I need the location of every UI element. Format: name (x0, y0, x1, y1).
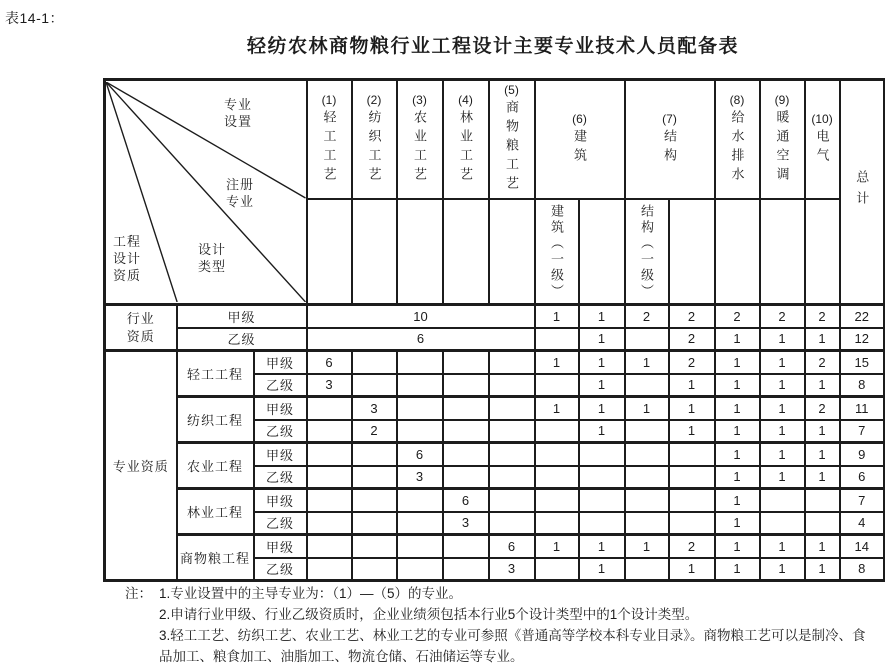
value-cell: 1 (760, 443, 805, 466)
level-cell: 乙级 (254, 558, 307, 581)
column-number: (8) (729, 92, 745, 107)
total-count-cell: 7 (840, 489, 885, 512)
empty-header-cell (397, 199, 443, 305)
value-cell: 1 (579, 397, 625, 420)
value-cell: 2 (669, 351, 715, 374)
specialty-count-cell (443, 558, 489, 581)
value-cell (579, 512, 625, 535)
value-cell (625, 420, 669, 443)
subcolumn-header-structure: 结构（一级） (625, 199, 669, 305)
value-cell (535, 374, 579, 397)
empty-header-cell (443, 199, 489, 305)
value-cell: 1 (760, 466, 805, 489)
column-name: 商物粮工艺 (504, 100, 520, 195)
specialty-count-cell (489, 512, 535, 535)
level-cell: 乙级 (254, 466, 307, 489)
specialty-count-cell (397, 558, 443, 581)
value-cell (625, 466, 669, 489)
specialty-count-cell (307, 466, 352, 489)
table-row (105, 305, 885, 328)
specialty-count-cell (307, 489, 352, 512)
value-cell: 1 (760, 420, 805, 443)
doc-label: 表14-1： (5, 10, 65, 26)
table-row (105, 489, 885, 512)
column-name: 纺织工艺 (366, 109, 382, 186)
value-cell: 1 (669, 374, 715, 397)
specialty-count-cell: 6 (397, 443, 443, 466)
value-cell (625, 489, 669, 512)
specialty-count-cell (397, 374, 443, 397)
specialty-count-cell (443, 443, 489, 466)
value-cell: 1 (715, 512, 760, 535)
total-count-cell: 12 (840, 328, 885, 351)
value-cell: 2 (669, 328, 715, 351)
notes-label: 注： (125, 586, 152, 601)
value-cell: 1 (805, 374, 840, 397)
total-count-cell: 14 (840, 535, 885, 558)
empty-header-cell (307, 199, 352, 305)
page-title: 轻纺农林商物粮行业工程设计主要专业技术人员配备表 (246, 36, 739, 57)
total-count-cell: 15 (840, 351, 885, 374)
empty-header-cell (579, 199, 625, 305)
level-cell: 甲级 (254, 443, 307, 466)
subcolumn-header-architecture: 建筑（一级） (535, 199, 579, 305)
value-cell: 1 (625, 535, 669, 558)
column-header-8 (715, 80, 760, 200)
column-header-7 (625, 80, 715, 200)
specialty-count-cell (352, 466, 397, 489)
level-cell: 乙级 (177, 328, 307, 351)
column-name: 结构 (662, 128, 678, 167)
specialty-count-cell: 2 (352, 420, 397, 443)
specialty-count-cell (397, 489, 443, 512)
specialty-count-cell (307, 535, 352, 558)
value-cell (805, 512, 840, 535)
specialty-count-cell (307, 558, 352, 581)
specialty-count-cell (397, 397, 443, 420)
column-header-3 (397, 80, 443, 200)
level-cell: 甲级 (254, 351, 307, 374)
specialty-count-cell (489, 466, 535, 489)
value-cell: 1 (715, 397, 760, 420)
column-header-9 (760, 80, 805, 200)
specialty-count-cell (443, 466, 489, 489)
value-cell: 2 (715, 305, 760, 328)
value-cell: 1 (535, 305, 579, 328)
value-cell (579, 443, 625, 466)
value-cell: 1 (760, 558, 805, 581)
value-cell (535, 420, 579, 443)
specialty-count-cell (307, 420, 352, 443)
value-cell: 1 (760, 374, 805, 397)
level-cell: 乙级 (254, 512, 307, 535)
value-cell: 1 (579, 328, 625, 351)
specialty-count-cell (397, 351, 443, 374)
column-number: (10) (811, 111, 833, 126)
total-count-cell: 7 (840, 420, 885, 443)
specialty-count-cell (307, 443, 352, 466)
specialty-count-cell (352, 535, 397, 558)
value-cell (760, 512, 805, 535)
column-header-2 (352, 80, 397, 200)
value-cell: 1 (760, 328, 805, 351)
column-header-4 (443, 80, 489, 200)
specialty-count-cell (443, 535, 489, 558)
level-cell: 甲级 (254, 489, 307, 512)
specialty-count-cell: 3 (397, 466, 443, 489)
value-cell: 2 (805, 397, 840, 420)
value-cell: 1 (579, 374, 625, 397)
total-count-cell: 9 (840, 443, 885, 466)
specialty-count-cell (352, 558, 397, 581)
table-row (105, 443, 885, 466)
engineering-type-cell: 商物粮工程 (177, 535, 254, 581)
specialty-count-cell (397, 420, 443, 443)
specialty-count-cell (307, 512, 352, 535)
value-cell: 1 (535, 397, 579, 420)
value-cell: 1 (579, 420, 625, 443)
value-cell: 1 (579, 535, 625, 558)
notes (125, 583, 873, 667)
value-cell: 1 (760, 397, 805, 420)
specialty-count-cell (443, 397, 489, 420)
empty-header-cell (669, 199, 715, 305)
value-cell (535, 489, 579, 512)
specialty-count-cell: 6 (443, 489, 489, 512)
specialty-count-cell (352, 489, 397, 512)
value-cell (625, 443, 669, 466)
column-number: (5) (504, 83, 519, 97)
specialty-count-cell (443, 420, 489, 443)
value-cell: 1 (715, 466, 760, 489)
value-cell: 2 (669, 305, 715, 328)
specialty-count-cell: 3 (489, 558, 535, 581)
corner-cell (105, 80, 307, 305)
specialty-count-cell: 6 (307, 351, 352, 374)
corner-label-design-type: 设计类型 (198, 242, 227, 274)
value-cell: 1 (535, 535, 579, 558)
level-cell: 甲级 (254, 397, 307, 420)
column-name: 给水排水 (729, 109, 745, 186)
value-cell: 1 (715, 328, 760, 351)
specialty-count-cell (489, 374, 535, 397)
specialty-count-cell (489, 351, 535, 374)
value-cell (535, 466, 579, 489)
column-name: 电气 (814, 128, 830, 167)
column-number: (2) (366, 92, 382, 107)
table-row (105, 351, 885, 374)
value-cell: 1 (669, 397, 715, 420)
level-cell: 乙级 (254, 420, 307, 443)
specialty-count-cell (489, 489, 535, 512)
corner-label-qualification: 工程设计资质 (113, 234, 142, 283)
value-cell (579, 466, 625, 489)
value-cell (625, 328, 669, 351)
value-cell (669, 443, 715, 466)
note-item: 1.专业设置中的主导专业为：（1）—（5）的专业。 (159, 586, 463, 601)
total-count-cell: 6 (840, 466, 885, 489)
specialty-count-cell: 3 (443, 512, 489, 535)
note-item: 3.轻工工艺、纺织工艺、农业工艺、林业工艺的专业可参照《普通高等学校本科专业目录》。商物粮工艺可以是制冷、食品加工、粮食加工、油脂加工、物流仓储、石油储运等专业。 (159, 628, 866, 664)
notes-items (159, 583, 871, 667)
value-cell: 1 (805, 443, 840, 466)
column-header-5 (489, 80, 535, 200)
value-cell (625, 512, 669, 535)
empty-header-cell (715, 199, 760, 305)
value-cell: 1 (805, 558, 840, 581)
specialty-count-cell (397, 535, 443, 558)
column-number: (4) (458, 92, 473, 107)
merged-value-cell: 6 (307, 328, 535, 351)
specialty-count-cell (352, 443, 397, 466)
personnel-allocation-table (103, 78, 885, 582)
corner-label-registered-specialty: 注册专业 (226, 177, 255, 209)
total-count-cell: 8 (840, 558, 885, 581)
engineering-type-cell: 轻工工程 (177, 351, 254, 397)
value-cell: 2 (805, 351, 840, 374)
specialty-count-cell (489, 420, 535, 443)
header-row-top (105, 80, 885, 200)
value-cell: 2 (669, 535, 715, 558)
value-cell (625, 374, 669, 397)
column-name: 建筑 (572, 128, 588, 167)
value-cell (535, 328, 579, 351)
value-cell: 2 (760, 305, 805, 328)
column-header-6 (535, 80, 625, 200)
total-count-cell: 8 (840, 374, 885, 397)
specialty-count-cell: 3 (352, 397, 397, 420)
value-cell (669, 512, 715, 535)
column-name: 林业工艺 (458, 109, 474, 186)
value-cell: 1 (579, 351, 625, 374)
value-cell: 1 (715, 351, 760, 374)
column-number: (3) (412, 92, 427, 107)
value-cell (669, 489, 715, 512)
value-cell: 1 (625, 397, 669, 420)
value-cell: 1 (805, 328, 840, 351)
engineering-type-cell: 林业工程 (177, 489, 254, 535)
value-cell (579, 489, 625, 512)
engineering-type-cell: 农业工程 (177, 443, 254, 489)
total-count-cell: 22 (840, 305, 885, 328)
column-header-10 (805, 80, 840, 200)
value-cell: 1 (760, 535, 805, 558)
value-cell: 1 (715, 489, 760, 512)
column-header-1 (307, 80, 352, 200)
table-row (105, 328, 885, 351)
table-row (105, 535, 885, 558)
specialty-count-cell (489, 397, 535, 420)
note-item: 2.申请行业甲级、行业乙级资质时，企业业绩须包括本行业5个设计类型中的1个设计类型。 (159, 607, 699, 622)
empty-header-cell (760, 199, 805, 305)
empty-header-cell (352, 199, 397, 305)
level-cell: 乙级 (254, 374, 307, 397)
value-cell: 1 (715, 535, 760, 558)
value-cell (625, 558, 669, 581)
value-cell: 1 (715, 443, 760, 466)
value-cell: 1 (579, 305, 625, 328)
specialty-count-cell (443, 374, 489, 397)
column-number: (7) (662, 111, 677, 126)
specialty-count-cell: 3 (307, 374, 352, 397)
corner-label-specialty-setup: 专业设置 (224, 97, 253, 129)
value-cell (535, 512, 579, 535)
column-name: 轻工工艺 (321, 109, 337, 186)
value-cell (669, 466, 715, 489)
specialty-count-cell (489, 443, 535, 466)
value-cell: 1 (579, 558, 625, 581)
level-cell: 甲级 (177, 305, 307, 328)
value-cell: 2 (625, 305, 669, 328)
value-cell: 1 (760, 351, 805, 374)
value-cell: 1 (625, 351, 669, 374)
merged-value-cell: 10 (307, 305, 535, 328)
specialty-count-cell (352, 351, 397, 374)
empty-header-cell (805, 199, 840, 305)
value-cell: 1 (715, 558, 760, 581)
specialty-count-cell (397, 512, 443, 535)
specialty-count-cell (443, 351, 489, 374)
value-cell: 1 (535, 351, 579, 374)
value-cell: 1 (669, 558, 715, 581)
value-cell (760, 489, 805, 512)
engineering-type-cell: 纺织工程 (177, 397, 254, 443)
column-name: 农业工艺 (412, 109, 428, 186)
specialty-count-cell (307, 397, 352, 420)
empty-header-cell (489, 199, 535, 305)
total-column-header: 总计 (840, 80, 885, 305)
total-count-cell: 11 (840, 397, 885, 420)
column-number: (1) (321, 92, 337, 107)
value-cell: 1 (805, 466, 840, 489)
value-cell: 1 (805, 535, 840, 558)
value-cell (535, 558, 579, 581)
value-cell: 1 (805, 420, 840, 443)
specialty-count-cell (352, 374, 397, 397)
specialty-count-cell: 6 (489, 535, 535, 558)
industry-qualification-cell: 行业资质 (105, 305, 177, 351)
column-number: (6) (572, 111, 587, 126)
specialty-qualification-cell: 专业资质 (105, 351, 177, 581)
value-cell (535, 443, 579, 466)
level-cell: 甲级 (254, 535, 307, 558)
total-count-cell: 4 (840, 512, 885, 535)
table-row (105, 397, 885, 420)
specialty-count-cell (352, 512, 397, 535)
value-cell: 1 (669, 420, 715, 443)
column-name: 暖通空调 (774, 109, 790, 186)
value-cell: 2 (805, 305, 840, 328)
value-cell (805, 489, 840, 512)
value-cell: 1 (715, 420, 760, 443)
value-cell: 1 (715, 374, 760, 397)
column-number: (9) (774, 92, 790, 107)
